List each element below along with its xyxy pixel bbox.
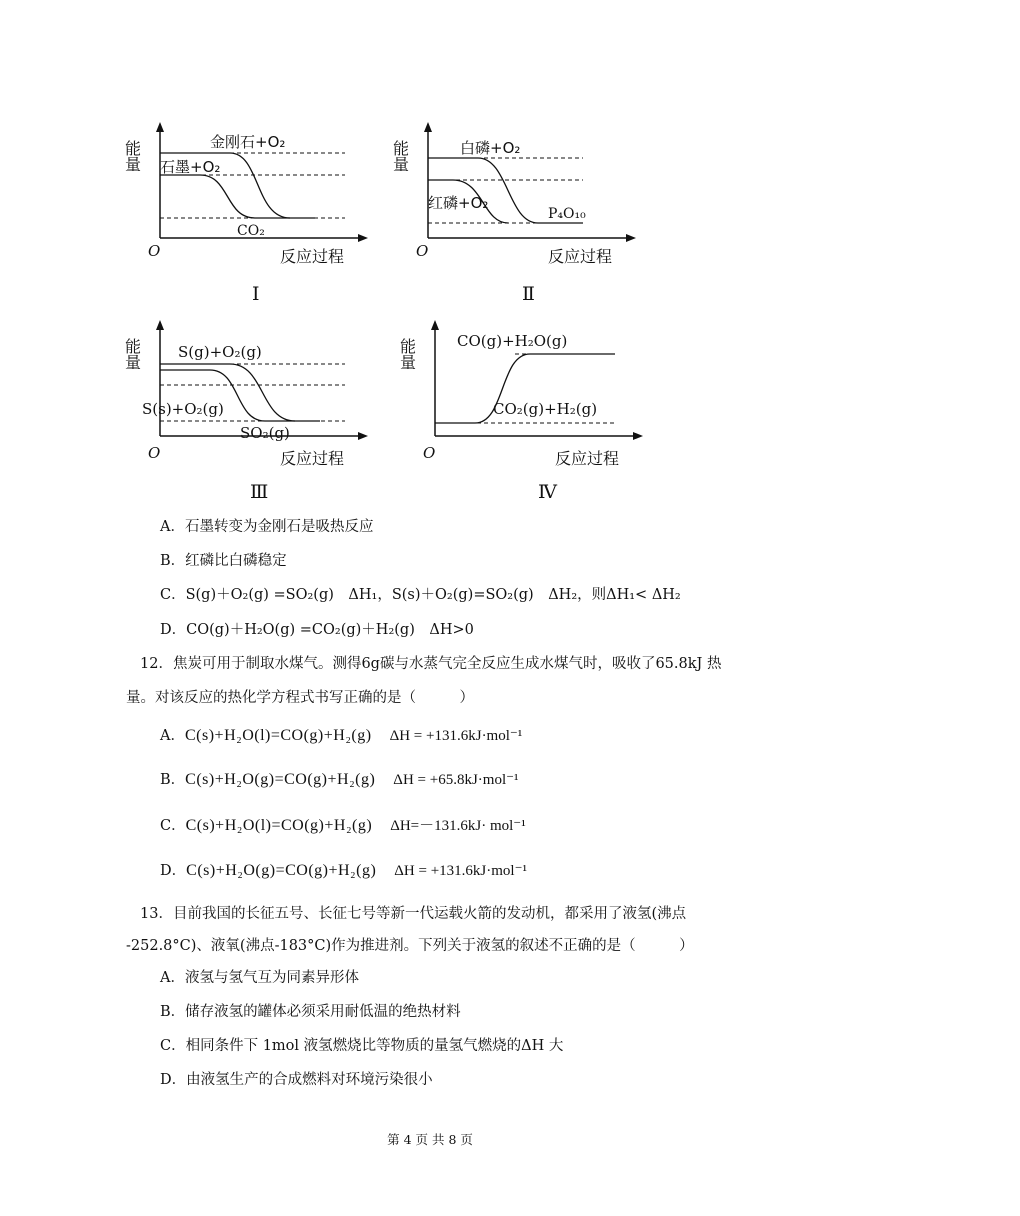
so2-label: SO₂(g) — [240, 424, 290, 442]
option-letter: A． — [160, 728, 185, 744]
co2-label: CO₂ — [237, 223, 265, 239]
white-phosphorus-label: 白磷+O₂ — [460, 139, 521, 157]
equation: C(s)+H₂O(g)=CO(g)+H₂(g) — [185, 771, 376, 788]
q13-option-b: B．储存液氢的罐体必须采用耐低温的绝热材料 — [160, 1004, 461, 1020]
q12-option-c — [160, 814, 526, 835]
q13-option-d: D．由液氢生产的合成燃料对环境污染很小 — [160, 1072, 433, 1088]
option-letter: D． — [160, 863, 187, 879]
energy-diagram-2 — [390, 120, 638, 305]
enthalpy: ΔH = +131.6kJ·mol⁻¹ — [389, 728, 523, 744]
figure-roman-label: Ⅱ — [522, 284, 535, 305]
ss-label: S(s)+O₂(g) — [142, 400, 224, 418]
y-axis-label: 能量 — [122, 338, 142, 370]
figure-roman-label: Ⅰ — [252, 284, 260, 305]
q12-stem-line2: 量。对该反应的热化学方程式书写正确的是（ ） — [126, 690, 474, 706]
enthalpy: ΔH = +131.6kJ·mol⁻¹ — [394, 863, 528, 879]
p4o10-label: P₄O₁₀ — [548, 206, 586, 222]
q11-option-d: D．CO(g)＋H₂O(g) =CO₂(g)＋H₂(g) ΔH>0 — [160, 622, 474, 638]
enthalpy: ΔH=－131.6kJ· mol⁻¹ — [390, 818, 526, 834]
y-axis-label: 能量 — [397, 338, 417, 370]
x-axis-label: 反应过程 — [548, 247, 613, 266]
x-axis-label: 反应过程 — [280, 247, 345, 266]
co2-h2-label: CO₂(g)+H₂(g) — [493, 400, 598, 418]
q13-option-c: C．相同条件下 1mol 液氢燃烧比等物质的量氢气燃烧的ΔH 大 — [160, 1038, 564, 1054]
energy-diagram-4 — [397, 318, 645, 503]
equation: C(s)+H₂O(l)=CO(g)+H₂(g) — [184, 727, 372, 744]
equation: C(s)+H₂O(l)=CO(g)+H₂(g) — [185, 817, 373, 834]
x-axis-label: 反应过程 — [555, 449, 620, 468]
red-phosphorus-label: 红磷+O₂ — [428, 194, 489, 212]
equation: C(s)+H₂O(g)=CO(g)+H₂(g) — [186, 862, 377, 879]
energy-diagram-1 — [122, 120, 370, 305]
y-axis-label: 能量 — [122, 140, 142, 172]
q12-option-b — [160, 768, 519, 789]
q11-option-a: A．石墨转变为金刚石是吸热反应 — [160, 519, 374, 535]
q12-option-d — [160, 859, 527, 880]
q11-option-c: C．S(g)＋O₂(g) =SO₂(g) ΔH₁，S(s)＋O₂(g)=SO₂(g) ΔH₂，则ΔH₁< ΔH₂ — [160, 587, 681, 603]
sg-label: S(g)+O₂(g) — [178, 343, 262, 361]
diamond-label: 金刚石+O₂ — [210, 133, 286, 151]
q13-stem-line2: -252.8°C)、液氧(沸点-183°C)作为推进剂。下列关于液氢的叙述不正确的是（ ） — [126, 938, 694, 954]
origin-label: O — [148, 242, 161, 260]
origin-label: O — [416, 242, 429, 260]
origin-label: O — [423, 444, 436, 462]
graphite-label: 石墨+O₂ — [160, 158, 221, 176]
option-letter: B． — [160, 772, 186, 788]
q13-option-a: A．液氢与氢气互为同素异形体 — [160, 970, 359, 986]
x-axis-label: 反应过程 — [280, 449, 345, 468]
energy-diagram-3 — [122, 318, 370, 503]
option-letter: C． — [160, 818, 186, 834]
figure-roman-label: Ⅳ — [538, 482, 557, 503]
y-axis-label: 能量 — [390, 140, 410, 172]
co-h2o-label: CO(g)+H₂O(g) — [457, 332, 568, 350]
q12-stem-line1: 12．焦炭可用于制取水煤气。测得6g碳与水蒸气完全反应生成水煤气时，吸收了65.8kJ 热 — [140, 656, 722, 672]
figure-roman-label: Ⅲ — [250, 482, 269, 503]
q12-option-a — [160, 724, 522, 745]
page-footer: 第 4 页 共 8 页 — [387, 1132, 473, 1147]
enthalpy: ΔH = +65.8kJ·mol⁻¹ — [393, 772, 519, 788]
q13-stem-line1: 13．目前我国的长征五号、长征七号等新一代运载火箭的发动机，都采用了液氢(沸点 — [140, 906, 687, 922]
origin-label: O — [148, 444, 161, 462]
q11-option-b: B．红磷比白磷稳定 — [160, 553, 287, 569]
